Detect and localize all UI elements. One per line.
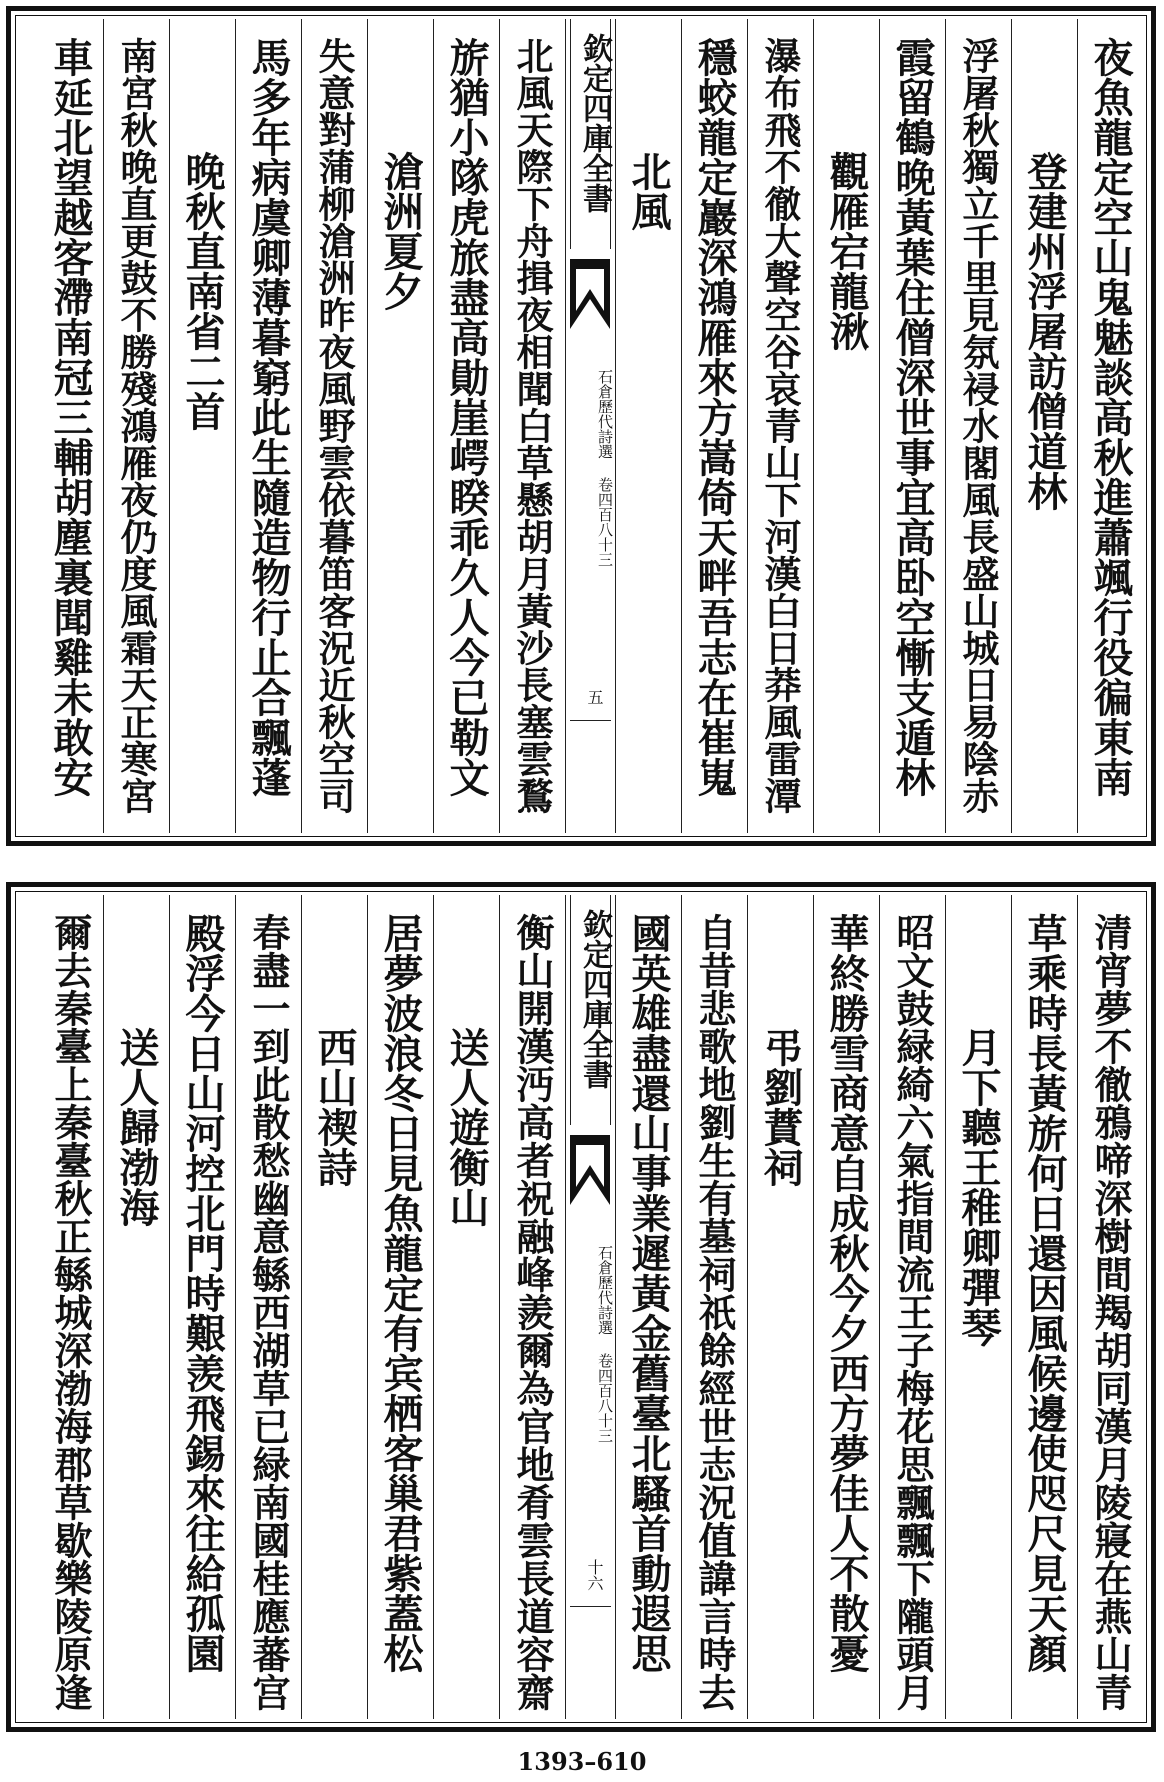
top-left-column-4: [235, 19, 301, 833]
poem-line: 北風天際下舟揖夜相聞白草懸胡月黃沙長塞雲鶩: [510, 37, 554, 814]
poem-line: 失意對蒲柳滄洲昨夜風野雲依暮笛客況近秋空司: [312, 37, 356, 814]
bottom-right-column-0: [1077, 895, 1143, 1719]
poem-line: 草乘時長黃旂何日還因風候邊使咫尺見天顏: [1021, 913, 1068, 1673]
bottom-left-column-3: [301, 895, 367, 1719]
poem-line: 馬多年病虞卿薄暮窮此生隨造物行止合飄蓬: [245, 37, 292, 797]
poem-line: 夜魚龍定空山鬼魅談高秋進蕭颯行役徧東南: [1087, 37, 1134, 797]
top-right-column-0: [1077, 19, 1143, 833]
top-left-column-2: [367, 19, 433, 833]
poem-title: 弔劉蕡祠: [757, 1027, 804, 1187]
fold-rule: [570, 1606, 611, 1607]
poem-title: 北風: [625, 151, 672, 231]
top-center-fold: [565, 19, 615, 833]
bottom-left-column-7: [37, 895, 103, 1719]
bottom-right-column-5: [747, 895, 813, 1719]
bottom-right-column-4: [813, 895, 879, 1719]
top-right-column-6: [681, 19, 747, 833]
poem-title: 登建州浮屠訪僧道林: [1021, 151, 1068, 511]
poem-line: 南宮秋晚直更鼓不勝殘鴻雁夜仍度風霜天正寒宮: [114, 37, 158, 814]
poem-line: 浮屠秋獨立千里見氛祲水閣風長盛山城日易陰赤: [956, 37, 1000, 814]
bottom-left-column-4: [235, 895, 301, 1719]
poem-line: 爾去秦臺上秦臺秋正緐城深渤海郡草歇樂陵原逢: [48, 913, 93, 1711]
bottom-right-column-1: [1011, 895, 1077, 1719]
bottom-right-column-3: [879, 895, 945, 1719]
poem-title: 月下聽王稚卿彈琴: [955, 1027, 1002, 1347]
bottom-center-fold: [565, 895, 615, 1719]
top-right-column-4: [813, 19, 879, 833]
poem-title: 送人遊衡山: [443, 1027, 490, 1227]
top-right-column-1: [1011, 19, 1077, 833]
poem-line: 國英雄盡還山事業遲黃金舊臺北騷首動遐思: [625, 913, 672, 1673]
poem-line: 華終勝雪商意自成秋今夕西方夢佳人不散憂: [823, 913, 870, 1673]
bottom-right-column-7: [615, 895, 681, 1719]
poem-title: 滄洲夏夕: [377, 151, 424, 311]
poem-title: 晚秋直南省二首: [179, 151, 226, 431]
poem-line: 自昔悲歌地劉生有墓祠祇餘經世志況值諱言時去: [692, 913, 737, 1711]
poem-line: 霞留鶴晚黃葉住僧深世事宜高卧空慚支遁林: [889, 37, 936, 797]
bottom-right-column-6: [681, 895, 747, 1719]
bottom-right-column-2: [945, 895, 1011, 1719]
bottom-left-column-0: [499, 895, 565, 1719]
poem-line: 旂猶小隊虎旅盡高勛崖崿睽乖久人今已勒文: [443, 37, 490, 797]
leaf-number: 五: [585, 689, 604, 705]
fish-tail-icon: [570, 1135, 610, 1205]
poem-line: 居夢波浪冬日見魚龍定有宾栖客巢君紫蓋松: [377, 913, 424, 1673]
fish-tail-icon: [570, 259, 610, 329]
top-right-column-2: [945, 19, 1011, 833]
top-left-column-1: [433, 19, 499, 833]
top-page: [6, 6, 1156, 846]
poem-line: 穩蛟龍定巖深鴻雁來方嵩倚天畔吾志在崔嵬: [691, 37, 738, 797]
bottom-left-column-2: [367, 895, 433, 1719]
poem-line: 清宵夢不徹鴉啼深樹間羯胡同漢月陵寢在燕山青: [1088, 913, 1133, 1711]
bottom-left-column-1: [433, 895, 499, 1719]
bottom-page: [6, 882, 1156, 1732]
top-page-columns: [19, 19, 1143, 833]
bottom-left-column-6: [103, 895, 169, 1719]
top-right-column-7: [615, 19, 681, 833]
poem-title: 觀雁宕龍湫: [823, 151, 870, 351]
book-title: 欽定四庫全書: [577, 33, 612, 213]
poem-line: 殿浮今日山河控北門時艱羡飛錫來往給孤園: [179, 913, 226, 1673]
bottom-page-columns: [19, 895, 1143, 1719]
top-left-column-6: [103, 19, 169, 833]
top-left-column-3: [301, 19, 367, 833]
poem-line: 瀑布飛不徹大聲空谷哀青山下河漢白日莽風雷潭: [758, 37, 802, 814]
top-left-column-7: [37, 19, 103, 833]
poem-line: 昭文鼓緑綺六氣指間流王子梅花思飄飄下隴頭月: [890, 913, 935, 1711]
top-left-column-5: [169, 19, 235, 833]
source-info: 石倉歷代詩選 卷四百八十三: [596, 1245, 614, 1443]
poem-title: 西山禊詩: [311, 1027, 358, 1187]
top-right-column-3: [879, 19, 945, 833]
poem-line: 衡山開漢沔高者祝融峰羨爾為官地肴雲長道容齋: [510, 913, 555, 1711]
fold-rule: [570, 720, 611, 721]
page-number-footer: 1393–610: [517, 1747, 647, 1776]
top-right-column-5: [747, 19, 813, 833]
poem-line: 車延北望越客滯南冠三輔胡塵裏聞雞未敢安: [47, 37, 94, 797]
source-info: 石倉歷代詩選 卷四百八十三: [596, 369, 614, 567]
poem-line: 春盡一到此散愁幽意緐西湖草已緑南國桂應蕃宫: [246, 913, 291, 1711]
poem-title: 送人歸渤海: [113, 1027, 160, 1227]
leaf-number: 十六: [585, 1559, 604, 1591]
bottom-left-column-5: [169, 895, 235, 1719]
book-title: 欽定四庫全書: [577, 909, 612, 1089]
top-left-column-0: [499, 19, 565, 833]
